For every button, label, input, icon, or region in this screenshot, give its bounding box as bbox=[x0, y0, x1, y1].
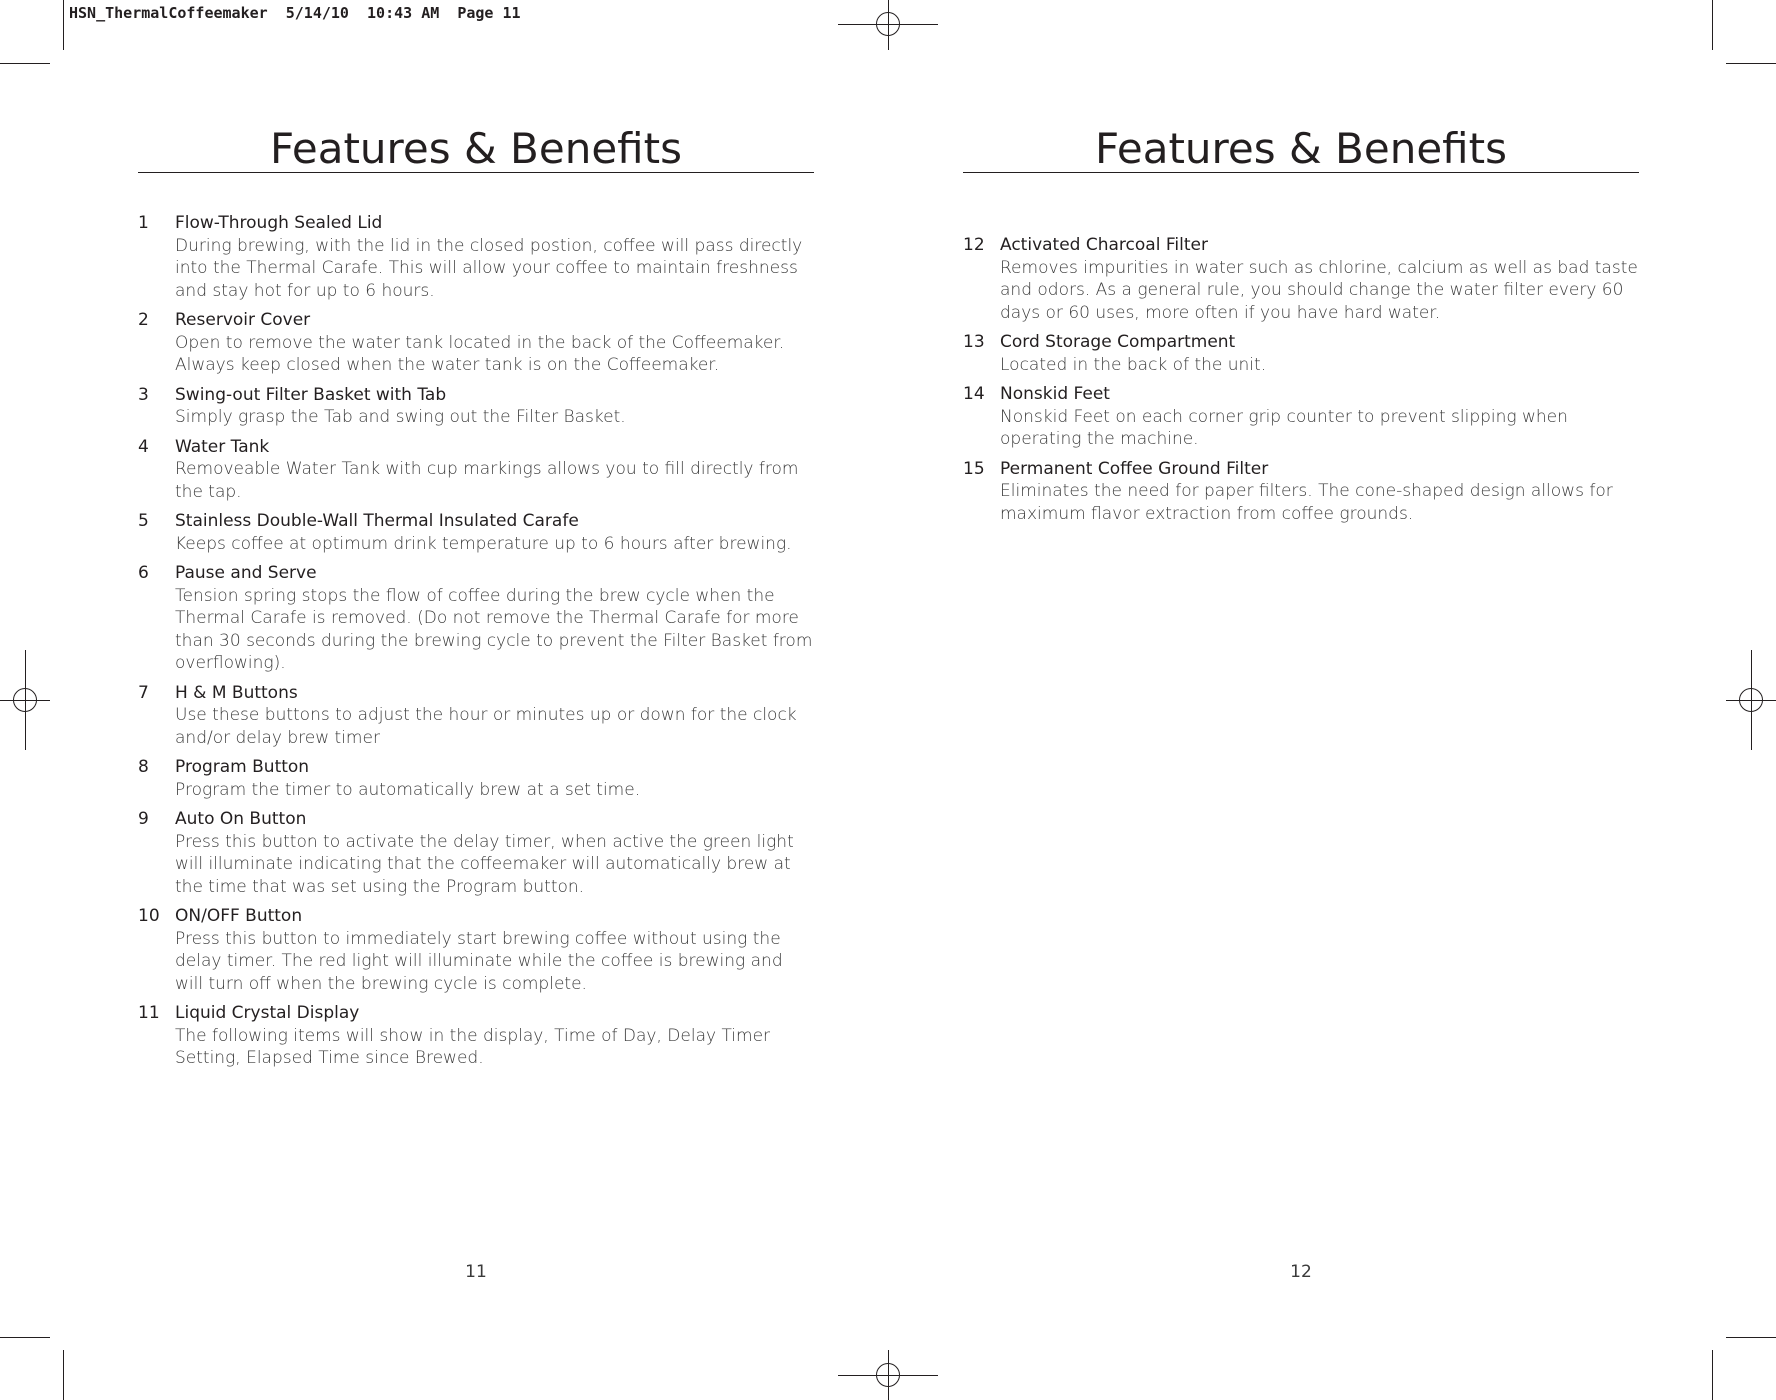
feature-number: 2 bbox=[138, 310, 149, 330]
feature-number: 1 bbox=[138, 213, 149, 233]
reg-mark-top-circle bbox=[876, 12, 900, 36]
feature-description: Open to remove the water tank located in the back of the Coffeemaker. Always keep closed when the water tank is on the Coffeemaker. bbox=[175, 332, 785, 375]
feature-number: 3 bbox=[138, 384, 149, 405]
feature-description: During brewing, with the lid in the closed postion, coffee will pass directly into the Thermal Carafe. This will allow your coffee to maintain freshness and stay hot for up to 6 hours. bbox=[175, 235, 803, 301]
page-number: 12 bbox=[1290, 1262, 1312, 1282]
feature-number: 10 bbox=[138, 906, 160, 926]
feature-item bbox=[138, 808, 814, 898]
feature-number: 13 bbox=[963, 332, 985, 352]
feature-list bbox=[138, 212, 814, 1077]
feature-title: Reservoir Cover bbox=[175, 310, 311, 330]
crop-mark-top-right-h bbox=[1726, 63, 1776, 64]
feature-item bbox=[963, 458, 1639, 526]
page-title: Features & Benefits bbox=[963, 127, 1639, 173]
feature-title: Cord Storage Compartment bbox=[1000, 332, 1236, 352]
feature-item bbox=[138, 384, 814, 429]
feature-item bbox=[138, 905, 814, 995]
printer-slug-line: HSN_ThermalCoffeemaker 5/14/10 10:43 AM Page 11 bbox=[69, 4, 521, 22]
feature-number: 6 bbox=[138, 563, 149, 583]
feature-item bbox=[963, 234, 1639, 324]
feature-number: 14 bbox=[963, 384, 985, 404]
feature-description: Simply grasp the Tab and swing out the Filter Basket. bbox=[175, 407, 626, 427]
feature-description: Press this button to activate the delay timer, when active the green light will illuminate indicating that the coffeemaker will automatically brew at the time that was set using the Program button. bbox=[175, 831, 794, 897]
feature-number: 9 bbox=[138, 809, 149, 829]
crop-mark-top-right-v bbox=[1712, 0, 1713, 50]
feature-number: 8 bbox=[138, 757, 149, 777]
feature-number: 12 bbox=[963, 235, 985, 255]
feature-description: Keeps coffee at optimum drink temperature up to 6 hours after brewing. bbox=[175, 533, 792, 554]
feature-item bbox=[138, 212, 814, 302]
right-page bbox=[963, 0, 1639, 1400]
feature-item bbox=[138, 510, 814, 555]
feature-item bbox=[963, 383, 1639, 451]
feature-number: 4 bbox=[138, 436, 149, 457]
feature-title: Program Button bbox=[175, 757, 310, 777]
reg-mark-bottom-circle bbox=[876, 1363, 900, 1387]
crop-mark-top-left-v bbox=[63, 0, 64, 50]
feature-description: Removeable Water Tank with cup markings allows you to fill directly from the tap. bbox=[175, 459, 799, 502]
feature-description: Eliminates the need for paper filters. The cone-shaped design allows for maximum flavor extraction from coffee grounds. bbox=[1000, 481, 1613, 524]
feature-description: Tension spring stops the flow of coffee during the brew cycle when the Thermal Carafe is removed. (Do not remove the Thermal Carafe for more than 30 seconds during the brewing cycle to prevent the Filter Basket from overflowing). bbox=[175, 585, 813, 673]
feature-description: Nonskid Feet on each corner grip counter to prevent slipping when operating the machine. bbox=[1000, 406, 1568, 449]
reg-mark-right-circle bbox=[1739, 688, 1763, 712]
feature-description: Program the timer to automatically brew at a set time. bbox=[175, 779, 641, 800]
feature-item bbox=[138, 436, 814, 504]
feature-title: Water Tank bbox=[175, 436, 270, 457]
feature-description: Press this button to immediately start brewing coffee without using the delay timer. The red light will illuminate while the coffee is brewing and will turn off when the brewing cycle is complete. bbox=[175, 928, 783, 994]
feature-title: Permanent Coffee Ground Filter bbox=[1000, 458, 1269, 479]
feature-item bbox=[963, 331, 1639, 376]
feature-title: Activated Charcoal Filter bbox=[1000, 235, 1208, 255]
feature-title: Flow-Through Sealed Lid bbox=[175, 213, 383, 233]
feature-description: Use these buttons to adjust the hour or minutes up or down for the clock and/or delay brew timer bbox=[175, 705, 797, 748]
feature-item bbox=[138, 1002, 814, 1070]
feature-list bbox=[963, 234, 1639, 532]
page-number: 11 bbox=[465, 1262, 487, 1282]
feature-title: Stainless Double-Wall Thermal Insulated Carafe bbox=[175, 511, 579, 531]
feature-item bbox=[138, 756, 814, 801]
feature-item bbox=[138, 562, 814, 675]
crop-mark-bottom-left-v bbox=[63, 1350, 64, 1400]
feature-title: Pause and Serve bbox=[175, 563, 317, 583]
crop-mark-bottom-left-h bbox=[0, 1337, 50, 1338]
feature-title: H & M Buttons bbox=[175, 682, 298, 703]
feature-description: Removes impurities in water such as chlorine, calcium as well as bad taste and odors. As a general rule, you should change the water filter every 60 days or 60 uses, more often if you have hard water. bbox=[1000, 257, 1638, 323]
feature-number: 15 bbox=[963, 458, 985, 479]
feature-number: 7 bbox=[138, 682, 149, 703]
feature-title: ON/OFF Button bbox=[175, 906, 303, 926]
feature-title: Nonskid Feet bbox=[1000, 384, 1110, 404]
feature-description: The following items will show in the display, Time of Day, Delay Timer Setting, Elapsed Time since Brewed. bbox=[175, 1025, 771, 1068]
crop-mark-bottom-right-v bbox=[1712, 1350, 1713, 1400]
crop-mark-bottom-right-h bbox=[1726, 1337, 1776, 1338]
feature-title: Auto On Button bbox=[175, 809, 307, 829]
feature-number: 5 bbox=[138, 511, 149, 531]
feature-title: Liquid Crystal Display bbox=[175, 1003, 360, 1023]
feature-item bbox=[138, 309, 814, 377]
feature-description: Located in the back of the unit. bbox=[1000, 354, 1267, 375]
page-title: Features & Benefits bbox=[138, 127, 814, 173]
feature-number: 11 bbox=[138, 1003, 160, 1023]
crop-mark-top-left-h bbox=[0, 63, 50, 64]
left-page bbox=[138, 0, 814, 1400]
feature-title: Swing-out Filter Basket with Tab bbox=[175, 384, 447, 405]
reg-mark-left-circle bbox=[13, 688, 37, 712]
feature-item bbox=[138, 682, 814, 750]
